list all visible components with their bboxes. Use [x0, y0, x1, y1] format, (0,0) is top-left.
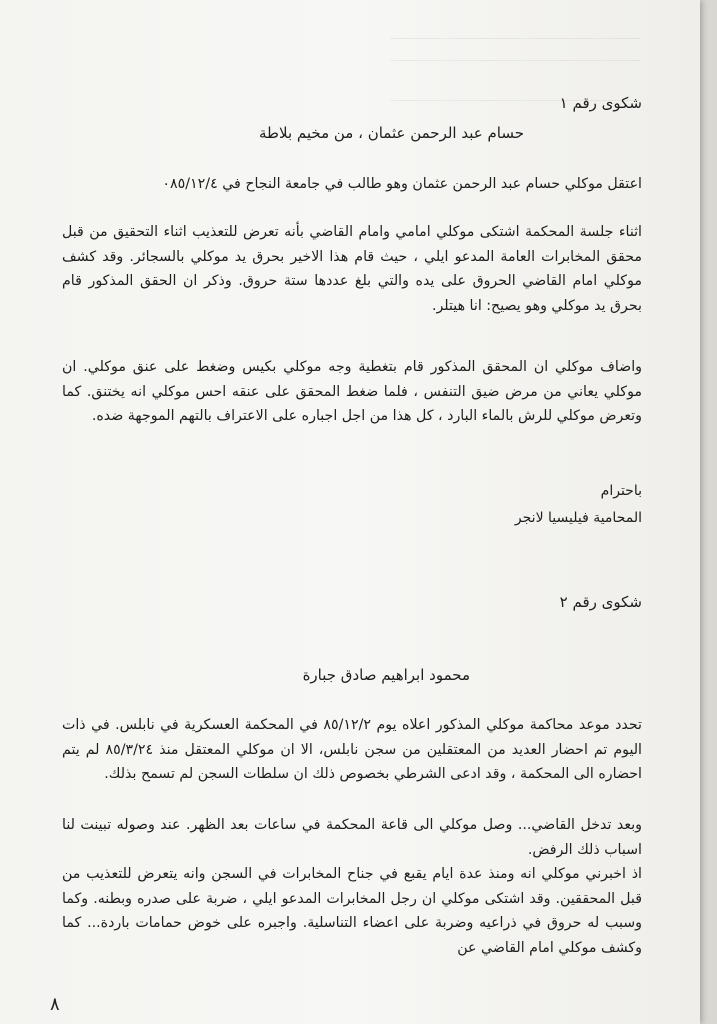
complaint-2-paragraph-3: اذ اخبرني موكلي انه ومنذ عدة ايام يقبع في جناح المخابرات في السجن وانه يتعرض للتعذيب من قبل المحققين. وقد اشتكى موكلي ان رجل المخابرات المدعو ايلي ، ضربة على صدره وبطنه. وكما وسبب له حروق في ذراعيه وضربة على اعضاء التناسلية. واجبره على خوض حمامات باردة... كما وكشف موكلي امام القاضي عن [62, 866, 642, 956]
complaint-2-paragraph-2: وبعد تدخل القاضي... وصل موكلي الى قاعة المحكمة في ساعات بعد الظهر. عند وصوله تبينت لنا اسباب ذلك الرفض. [62, 817, 642, 858]
complaint-2-subject: محمود ابراهيم صادق جبارة [302, 666, 470, 684]
complaint-1-paragraph-1: اعتقل موكلي حسام عبد الرحمن عثمان وهو طالب في جامعة النجاح في ٠٨٥/١٢/٤ [162, 176, 642, 192]
closing-regards: باحترام [600, 483, 642, 499]
lawyer-signature: المحامية فيليسيا لانجر [514, 510, 642, 526]
show-through-line [390, 38, 640, 49]
complaint-1-subject: حسام عبد الرحمن عثمان ، من مخيم بلاطة [259, 124, 524, 142]
complaint-2-title: شكوى رقم ٢ [559, 593, 642, 611]
show-through-line [390, 60, 640, 71]
complaint-1-paragraph-3: واضاف موكلي ان المحقق المذكور قام بتغطية وجه موكلي بكيس وضغط على عنق موكلي. ان موكلي يعاني من مرض ضيق التنفس ، فلما ضغط المحقق على عنقه احس موكلي انه يختنق. كما وتعرض موكلي للرش بالماء البارد ، كل هذا من اجل اجباره على الاعتراف بالتهم الموجهة ضده. [62, 359, 642, 425]
page-number: ٨ [50, 994, 60, 1015]
complaint-1-paragraph-2: اثناء جلسة المحكمة اشتكى موكلي امامي وامام القاضي بأنه تعرض للتعذيب اثناء التحقيق من قبل محقق المخابرات العامة المدعو ايلي ، حيث قام هذا الاخير بحرق يد موكلي بالسجائر. وقد كشف موكلي امام القاضي الحروق على يده والتي بلغ عددها ستة حروق. وذكر ان الحقق المذكور قام بحرق يد موكلي وهو يصيح: انا هيتلر. [62, 224, 642, 314]
complaint-1-title: شكوى رقم ١ [559, 94, 642, 112]
complaint-2-paragraph-1: تحدد موعد محاكمة موكلي المذكور اعلاه يوم ٨٥/١٢/٢ في المحكمة العسكرية في نابلس. في ذات اليوم تم احضار العديد من المعتقلين من سجن نابلس، الا ان موكلي المعتقل منذ ٨٥/٣/٢٤ لم يتم احضاره الى المحكمة ، وقد ادعى الشرطي بخصوص ذلك ان سلطات السجن لم تسمح بذلك. [62, 717, 642, 783]
